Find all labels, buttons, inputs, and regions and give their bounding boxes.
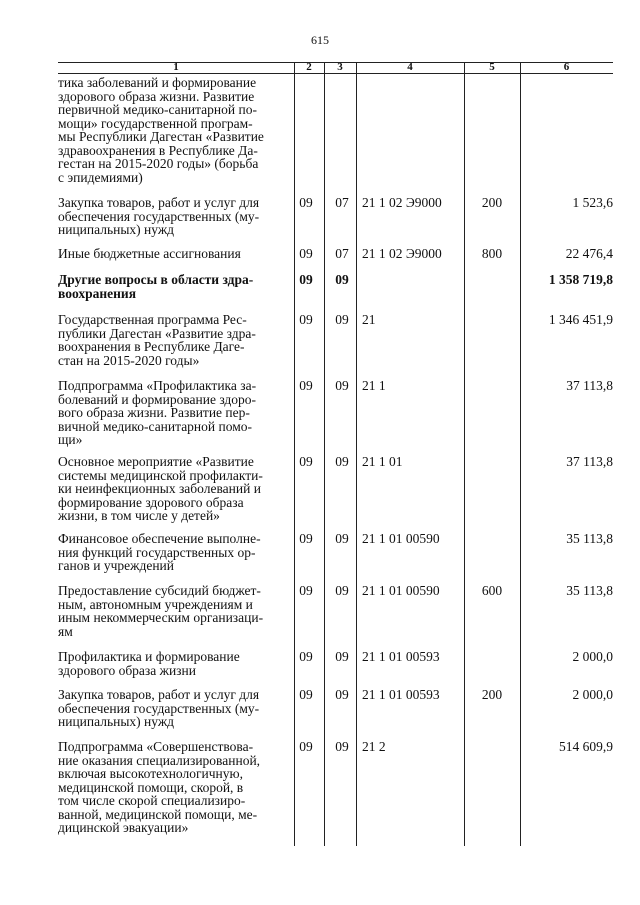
row-name: Подпрограмма «Профилактика за- болеваний и формирование здоро- вого образа жизни. Развитие пер- вичной медико-санитарной помо- щи» [58, 378, 257, 447]
row-target-article: 21 1 [362, 378, 386, 393]
row-name: тика заболеваний и формирование здорового образа жизни. Развитие первичной медико-санитарной по- мощи» государственной програм- мы Республики Дагестан «Развитие здравоохранения в Республике Да- гестан на 2015-2020 годы» (борьба с эпидемиями) [58, 75, 264, 185]
row-subsection: 09 [335, 454, 349, 469]
col-divider-1 [294, 62, 295, 846]
row-subsection: 09 [335, 531, 349, 546]
row-name: Основное мероприятие «Развитие системы медицинской профилакти- ки неинфекционных заболеваний и формирование здорового образа жизни, в том числе у детей» [58, 454, 263, 523]
row-section: 09 [299, 583, 313, 598]
row-subsection: 09 [335, 272, 349, 287]
row-sum: 37 113,8 [566, 454, 613, 469]
header-col-1: 1 [173, 61, 179, 73]
row-section: 09 [299, 739, 313, 754]
row-sum: 1 346 451,9 [548, 312, 613, 327]
row-name: Предоставление субсидий бюджет- ным, автономным учреждениям и иным некоммерческим организаци- ям [58, 583, 264, 639]
row-expense-type: 200 [481, 687, 503, 702]
row-target-article: 21 1 02 Э9000 [362, 195, 442, 210]
row-subsection: 09 [335, 739, 349, 754]
row-section: 09 [299, 272, 313, 287]
row-section: 09 [299, 649, 313, 664]
row-sum: 35 113,8 [566, 531, 613, 546]
row-expense-type: 600 [481, 583, 503, 598]
row-sum: 1 358 719,8 [548, 272, 613, 287]
col-divider-2 [324, 62, 325, 846]
row-name: Профилактика и формирование здорового образа жизни [58, 649, 240, 678]
header-col-2: 2 [306, 61, 312, 73]
row-target-article: 21 1 01 00590 [362, 531, 440, 546]
row-target-article: 21 1 01 [362, 454, 403, 469]
row-name: Иные бюджетные ассигнования [58, 246, 241, 261]
row-subsection: 09 [335, 312, 349, 327]
col-divider-4 [464, 62, 465, 846]
row-target-article: 21 2 [362, 739, 386, 754]
row-section: 09 [299, 378, 313, 393]
header-col-6: 6 [563, 61, 570, 73]
row-name: Финансовое обеспечение выполне- ния функций государственных ор- ганов и учреждений [58, 531, 261, 573]
row-sum: 514 609,9 [559, 739, 613, 754]
row-sum: 2 000,0 [572, 687, 613, 702]
row-subsection: 07 [335, 195, 349, 210]
row-sum: 22 476,4 [565, 246, 613, 261]
row-sum: 1 523,6 [572, 195, 613, 210]
row-section: 09 [299, 454, 313, 469]
header-col-5: 5 [489, 61, 495, 73]
row-target-article: 21 [362, 312, 376, 327]
row-section: 09 [299, 687, 313, 702]
row-target-article: 21 1 01 00593 [362, 687, 440, 702]
col-divider-3 [356, 62, 357, 846]
row-expense-type: 800 [481, 246, 503, 261]
row-name: Подпрограмма «Совершенствова- ние оказания специализированной, включая высокотехнологичную, медицинской помощи, скорой, в том числе скорой специализиро- ванной, медицинской помощи, ме- дицинской эвакуации» [58, 739, 261, 835]
row-target-article: 21 1 02 Э9000 [362, 246, 442, 261]
page-number: 615 [311, 33, 329, 47]
header-col-4: 4 [407, 61, 413, 73]
row-expense-type: 200 [481, 195, 503, 210]
row-sum: 35 113,8 [566, 583, 613, 598]
row-name: Закупка товаров, работ и услуг для обеспечения государственных (му- ниципальных) нужд [58, 195, 260, 237]
row-subsection: 07 [335, 246, 349, 261]
row-section: 09 [299, 531, 313, 546]
row-subsection: 09 [335, 378, 349, 393]
row-subsection: 09 [335, 649, 349, 664]
row-section: 09 [299, 312, 313, 327]
row-sum: 2 000,0 [572, 649, 613, 664]
row-section: 09 [299, 246, 313, 261]
row-name: Государственная программа Рес- публики Дагестан «Развитие здра- воохранения в Республике Даге- стан на 2015-2020 годы» [58, 312, 256, 368]
row-subsection: 09 [335, 687, 349, 702]
row-sum: 37 113,8 [566, 378, 613, 393]
header-bottom-border [58, 73, 613, 74]
row-target-article: 21 1 01 00590 [362, 583, 440, 598]
row-section: 09 [299, 195, 313, 210]
row-subsection: 09 [335, 583, 349, 598]
col-divider-5 [520, 62, 521, 846]
header-col-3: 3 [337, 61, 343, 73]
row-name: Другие вопросы в области здра- воохранения [58, 272, 254, 301]
row-name: Закупка товаров, работ и услуг для обеспечения государственных (му- ниципальных) нужд [58, 687, 260, 729]
budget-table [58, 62, 613, 846]
row-target-article: 21 1 01 00593 [362, 649, 440, 664]
